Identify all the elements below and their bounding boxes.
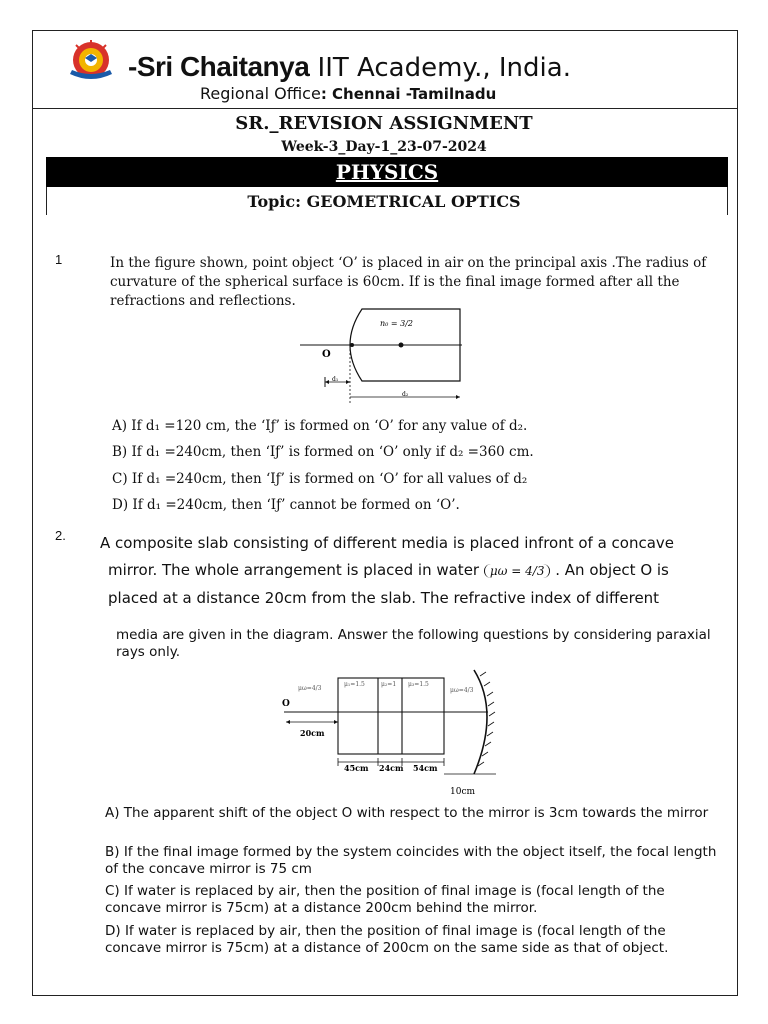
institute-logo <box>66 40 116 84</box>
q1-fig-d1: d₁ <box>332 376 339 383</box>
q2-fig-mu2: μ₂=1 <box>381 681 397 688</box>
q2-fig-20cm: 20cm <box>300 728 325 738</box>
q1-fig-d2: d₂ <box>402 391 409 398</box>
header-divider <box>32 108 738 109</box>
q2-fig-45cm: 45cm <box>344 763 369 773</box>
q1-text: In the figure shown, point object ‘O’ is placed in air on the principal axis .The radius of curvature of the spherical surface is 60cm. If is the final image formed after all the refractions and reflections. <box>110 255 707 309</box>
q2-fig-mu-left: μω=4/3 <box>298 685 322 692</box>
q2-line-2a: mirror. The whole arrangement is placed in water <box>108 561 480 579</box>
q2-line-2b: . An object O is <box>555 561 669 579</box>
institute-title <box>128 50 571 83</box>
q1-option-c: C) If d₁ =240cm, then ‘Iƒ’ is formed on ‘O’ for all values of d₂ <box>112 471 528 487</box>
institute-name-rest: IIT Academy., India. <box>309 53 571 83</box>
q2-line-2 <box>108 557 718 585</box>
q2-water-mu: μω = 4/3 <box>484 564 551 578</box>
q2-line-3: placed at a distance 20cm from the slab. The refractive index of different <box>108 589 660 607</box>
q2-fig-24cm: 24cm <box>379 763 404 773</box>
q2-text <box>100 530 718 612</box>
q1-figure <box>280 305 480 413</box>
q2-fig-mu-right: μω=4/3 <box>450 687 474 694</box>
q2-option-d: D) If water is replaced by air, then the position of final image is (focal length of the concave mirror is 75cm) at a distance of 200cm on the same side as that of object. <box>105 923 669 956</box>
q1-option-d: D) If d₁ =240cm, then ‘Iƒ’ cannot be formed on ‘O’. <box>112 497 460 513</box>
q2-fig-mu1: μ₁=1.5 <box>344 681 365 688</box>
q1-fig-n-label: n₀ = 3/2 <box>380 319 414 328</box>
q2-figure <box>278 666 518 800</box>
institute-brand: -Sri Chaitanya <box>128 51 310 82</box>
assignment-title: SR._REVISION ASSIGNMENT <box>235 113 533 134</box>
subject-bar: PHYSICS <box>46 157 728 187</box>
q2-option-c: C) If water is replaced by air, then the position of final image is (focal length of the concave mirror is 75cm) at a distance 200cm behind the mirror. <box>105 883 665 916</box>
q1-option-b: B) If d₁ =240cm, then ‘Iƒ’ is formed on ‘O’ only if d₂ =360 cm. <box>112 444 534 460</box>
q2-fig-54cm: 54cm <box>413 763 438 773</box>
q2-number: 2. <box>55 528 66 543</box>
q2-line-1: A composite slab consisting of different media is placed infront of a concave <box>100 534 675 552</box>
q2-option-a: A) The apparent shift of the object O with respect to the mirror is 3cm towards the mirror <box>105 805 709 821</box>
q1-fig-object-label: O <box>322 349 331 360</box>
q2-fig-object: O <box>282 699 290 709</box>
region-label: Regional Office <box>200 84 321 103</box>
q1-option-a: A) If d₁ =120 cm, the ‘Iƒ’ is formed on ‘O’ for any value of d₂. <box>112 418 528 434</box>
week-line: Week-3_Day-1_23-07-2024 <box>281 139 487 155</box>
topic-heading: Topic: GEOMETRICAL OPTICS <box>247 192 521 211</box>
q2-fig-focal: 10cm <box>450 787 476 797</box>
q1-number: 1 <box>55 252 63 267</box>
region-value: : Chennai -Tamilnadu <box>320 85 497 103</box>
q2-fig-mu3: μ₃=1.5 <box>408 681 429 688</box>
q2-option-b: B) If the final image formed by the system coincides with the object itself, the focal length of the concave mirror is 75 cm <box>105 844 717 877</box>
regional-office <box>200 84 496 103</box>
q2-more-text: media are given in the diagram. Answer the following questions by considering paraxial rays only. <box>116 627 711 660</box>
